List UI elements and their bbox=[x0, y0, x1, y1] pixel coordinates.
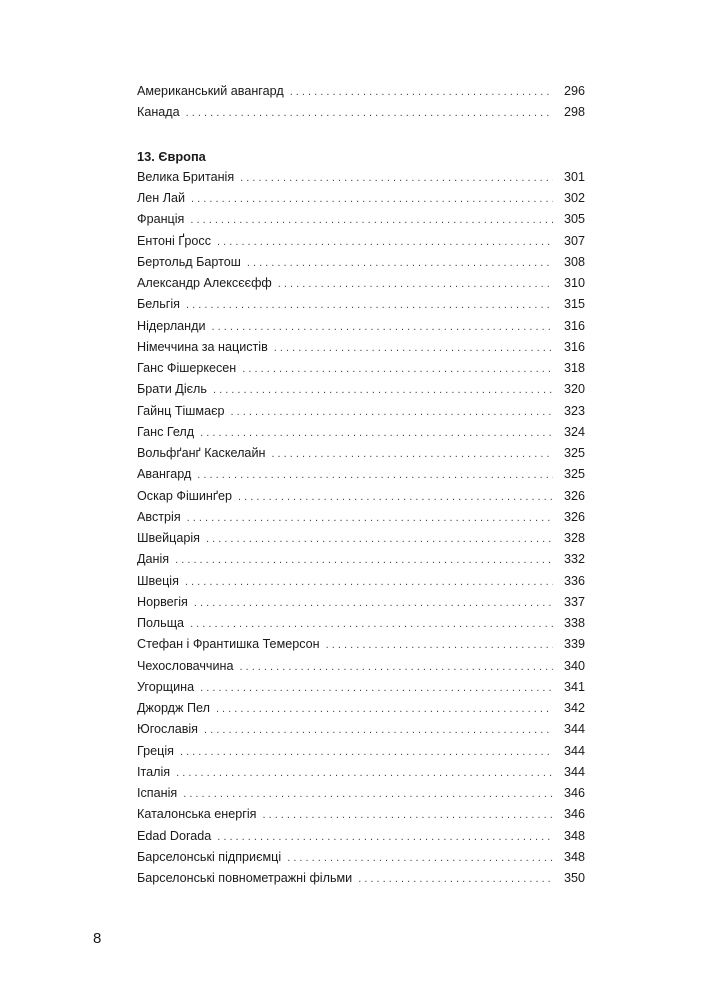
toc-entry-title: Гайнц Тішмаєр bbox=[137, 403, 225, 418]
toc-entry bbox=[137, 337, 585, 358]
toc-entry bbox=[137, 379, 585, 400]
toc-entry-title: Австрія bbox=[137, 509, 181, 524]
toc-entry-page: 315 bbox=[563, 297, 585, 312]
toc-entry-page: 344 bbox=[563, 722, 585, 737]
toc-entry bbox=[137, 167, 585, 188]
toc-entry bbox=[137, 826, 585, 847]
dot-leader bbox=[290, 82, 553, 103]
dot-leader bbox=[200, 423, 553, 444]
toc-entry bbox=[137, 549, 585, 570]
toc-entry-page: 298 bbox=[563, 105, 585, 120]
dot-leader bbox=[186, 103, 553, 124]
toc-entry-page: 326 bbox=[563, 488, 585, 503]
toc-entry-title: Канада bbox=[137, 105, 180, 120]
toc-entry-page: 323 bbox=[563, 403, 585, 418]
toc-entry-title: Ганс Гелд bbox=[137, 424, 195, 439]
toc-entry bbox=[137, 762, 585, 783]
toc-entry bbox=[137, 102, 585, 123]
toc-entry-page: 344 bbox=[563, 743, 585, 758]
toc-entry-page: 325 bbox=[563, 446, 585, 460]
dot-leader bbox=[242, 359, 553, 380]
toc-entry-page: 332 bbox=[563, 552, 585, 567]
toc-entry-page: 296 bbox=[563, 84, 585, 98]
toc-entry-page: 305 bbox=[563, 212, 585, 227]
toc-entry-page: 301 bbox=[563, 169, 585, 184]
dot-leader bbox=[206, 529, 553, 550]
toc-entry bbox=[137, 81, 585, 102]
toc-entry bbox=[137, 634, 585, 655]
toc-entry bbox=[137, 677, 585, 698]
dot-leader bbox=[212, 317, 553, 338]
toc-entry-page: 346 bbox=[563, 807, 585, 822]
table-of-contents bbox=[137, 81, 585, 889]
toc-entry-title: Польща bbox=[137, 616, 185, 630]
toc-entry-title: Барселонські підприємці bbox=[137, 849, 282, 864]
toc-entry-title: Оскар Фішинґер bbox=[137, 488, 233, 503]
toc-entry-page: 337 bbox=[563, 594, 585, 609]
toc-entry-title: Греція bbox=[137, 743, 174, 758]
toc-entry-title: Іспанія bbox=[137, 786, 178, 800]
dot-leader bbox=[190, 210, 553, 231]
page-number: 8 bbox=[93, 930, 102, 947]
dot-leader bbox=[185, 572, 553, 593]
dot-leader bbox=[194, 593, 553, 614]
toc-entry-title: Швеція bbox=[137, 573, 179, 588]
toc-entry-page: 348 bbox=[563, 849, 585, 864]
toc-entry-title: Стефан і Франтишка Темерсон bbox=[137, 637, 320, 652]
toc-entry-title: Каталонська енергія bbox=[137, 807, 257, 822]
toc-entry-page: 325 bbox=[563, 467, 585, 482]
toc-entry bbox=[137, 847, 585, 868]
dot-leader bbox=[358, 869, 553, 890]
toc-entry bbox=[137, 592, 585, 613]
toc-entry bbox=[137, 273, 585, 294]
toc-entry-title: Велика Британія bbox=[137, 169, 235, 184]
dot-leader bbox=[278, 274, 553, 295]
dot-leader bbox=[200, 678, 553, 699]
toc-entry-title: Брати Дієль bbox=[137, 382, 207, 397]
toc-entry-title: Чехословаччина bbox=[137, 658, 234, 673]
toc-entry-page: 339 bbox=[563, 637, 585, 652]
toc-entry-title: Авангард bbox=[137, 467, 192, 482]
toc-entry-title: Бертольд Бартош bbox=[137, 254, 241, 269]
dot-leader bbox=[186, 295, 553, 316]
dot-leader bbox=[217, 232, 553, 253]
toc-entry-title: Лен Лай bbox=[137, 191, 186, 205]
dot-leader bbox=[240, 168, 553, 189]
toc-entry bbox=[137, 443, 585, 464]
toc-entry-page: 344 bbox=[563, 764, 585, 779]
toc-entry-page: 348 bbox=[563, 828, 585, 843]
toc-entry-title: Ганс Фішеркесен bbox=[137, 361, 237, 375]
toc-entry bbox=[137, 401, 585, 422]
toc-entry-page: 340 bbox=[563, 658, 585, 673]
toc-entry bbox=[137, 613, 585, 634]
dot-leader bbox=[287, 848, 553, 869]
dot-leader bbox=[238, 487, 553, 508]
toc-entry bbox=[137, 464, 585, 485]
toc-entry bbox=[137, 804, 585, 825]
dot-leader bbox=[187, 508, 553, 529]
dot-leader bbox=[176, 763, 553, 784]
toc-entry-page: 342 bbox=[563, 701, 585, 715]
toc-entry bbox=[137, 783, 585, 804]
dot-leader bbox=[216, 699, 553, 720]
toc-entry-title: Edad Dorada bbox=[137, 828, 212, 843]
toc-entry-title: Швейцарія bbox=[137, 531, 200, 545]
toc-entry-title: Ентоні Ґросс bbox=[137, 233, 211, 248]
toc-entry-title: Югославія bbox=[137, 722, 199, 737]
toc-entry-page: 324 bbox=[563, 424, 585, 439]
toc-entry-title: Нідерланди bbox=[137, 318, 206, 333]
toc-entry-title: Бельгія bbox=[137, 297, 180, 312]
toc-entry bbox=[137, 571, 585, 592]
dot-leader bbox=[239, 657, 553, 678]
toc-entry-title: Угорщина bbox=[137, 679, 195, 694]
toc-entry bbox=[137, 231, 585, 252]
dot-leader bbox=[231, 402, 553, 423]
toc-entry-page: 346 bbox=[563, 786, 585, 800]
toc-entry-title: Норвегія bbox=[137, 594, 188, 609]
dot-leader bbox=[274, 338, 553, 359]
toc-entry bbox=[137, 358, 585, 379]
dot-leader bbox=[213, 380, 553, 401]
toc-entry-title: Барселонські повнометражні фільми bbox=[137, 871, 353, 885]
toc-entry-page: 338 bbox=[563, 616, 585, 630]
toc-entry bbox=[137, 741, 585, 762]
toc-entry-page: 336 bbox=[563, 573, 585, 588]
dot-leader bbox=[326, 635, 553, 656]
toc-entry-page: 308 bbox=[563, 254, 585, 269]
toc-entry bbox=[137, 868, 585, 889]
toc-entry bbox=[137, 656, 585, 677]
dot-leader bbox=[180, 742, 553, 763]
toc-entry bbox=[137, 698, 585, 719]
toc-entry bbox=[137, 252, 585, 273]
toc-entry bbox=[137, 294, 585, 315]
toc-entry-title: Александр Алексєєфф bbox=[137, 276, 272, 290]
toc-entry bbox=[137, 719, 585, 740]
toc-entry-page: 307 bbox=[563, 233, 585, 248]
dot-leader bbox=[175, 550, 553, 571]
toc-entry-page: 350 bbox=[563, 871, 585, 885]
toc-entry bbox=[137, 486, 585, 507]
toc-pre-list bbox=[137, 81, 585, 124]
section-heading: 13. Європа bbox=[137, 148, 206, 164]
toc-entry-title: Вольфґанґ Каскелайн bbox=[137, 446, 266, 460]
dot-leader bbox=[271, 444, 553, 465]
toc-entry bbox=[137, 188, 585, 209]
toc-entry bbox=[137, 209, 585, 230]
toc-entry-page: 302 bbox=[563, 191, 585, 205]
toc-entry-page: 310 bbox=[563, 276, 585, 290]
toc-entry-title: Данія bbox=[137, 552, 170, 567]
toc-entry-page: 326 bbox=[563, 509, 585, 524]
toc-entry bbox=[137, 422, 585, 443]
toc-entry-page: 316 bbox=[563, 318, 585, 333]
dot-leader bbox=[217, 827, 553, 848]
dot-leader bbox=[204, 720, 553, 741]
toc-entry bbox=[137, 507, 585, 528]
toc-entry-title: Італія bbox=[137, 764, 171, 779]
toc-entry bbox=[137, 528, 585, 549]
dot-leader bbox=[190, 614, 553, 635]
toc-entry-page: 328 bbox=[563, 531, 585, 545]
toc-entry-page: 320 bbox=[563, 382, 585, 397]
toc-entry-title: Німеччина за нацистів bbox=[137, 339, 268, 354]
dot-leader bbox=[197, 465, 553, 486]
toc-entry-page: 316 bbox=[563, 339, 585, 354]
toc-entry-page: 318 bbox=[563, 361, 585, 375]
toc-entry-title: Франція bbox=[137, 212, 185, 227]
toc-entry-list bbox=[137, 167, 585, 890]
toc-entry-page: 341 bbox=[563, 679, 585, 694]
section-gap bbox=[137, 124, 585, 146]
dot-leader bbox=[262, 805, 553, 826]
dot-leader bbox=[183, 784, 553, 805]
toc-entry-title: Джордж Пел bbox=[137, 701, 210, 715]
toc-entry-title: Американський авангард bbox=[137, 84, 284, 98]
toc-entry bbox=[137, 316, 585, 337]
dot-leader bbox=[191, 189, 553, 210]
dot-leader bbox=[247, 253, 553, 274]
